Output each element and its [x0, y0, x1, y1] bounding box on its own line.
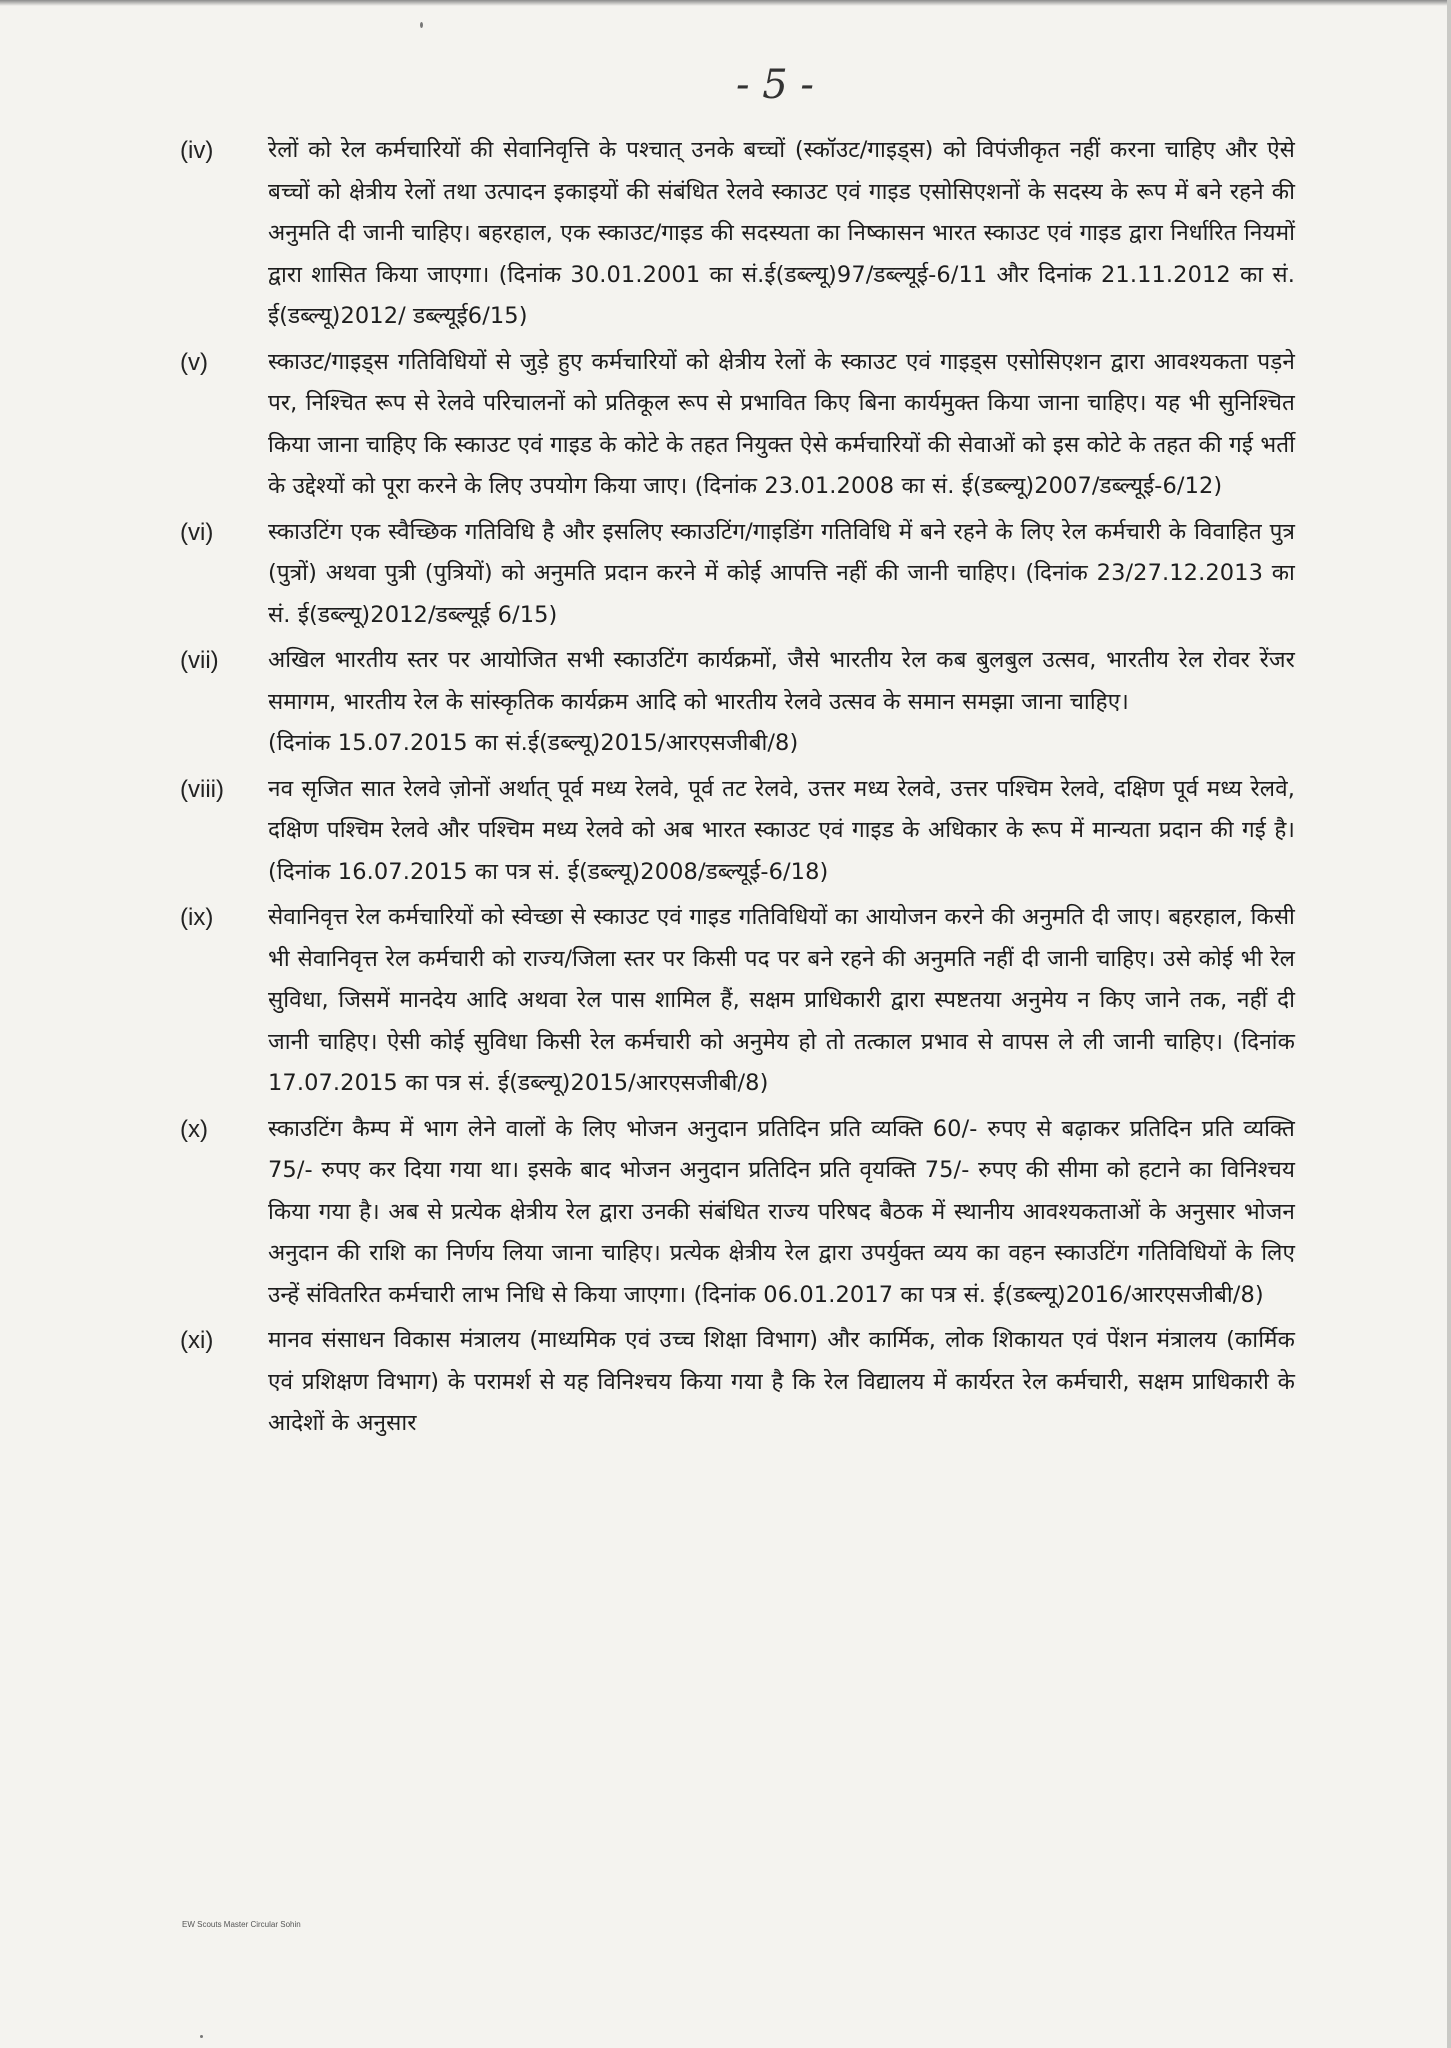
item-text — [268, 130, 1295, 338]
item-label: (vii) — [180, 647, 219, 674]
item-label: (x) — [180, 1115, 208, 1143]
scan-edge-top — [0, 0, 1451, 6]
item-reference: (दिनांक 15.07.2015 का सं.ई(डब्ल्यू)2015/आरएसजीबी/8) — [268, 730, 799, 756]
circular-item-vii — [180, 640, 1295, 765]
scan-speck — [200, 2035, 203, 2038]
item-paragraph: स्काउटिंग कैम्प में भाग लेने वालों के लिए भोजन अनुदान प्रतिदिन प्रति व्यक्ति 60/- रुपए से बढ़ाकर प्रतिदिन प्रति व्यक्ति 75/- रुपए कर दिया गया था। इसके बाद भोजन अनुदान प्रतिदिन प्रति वृयक्ति 75/- रुपए की सीमा को हटाने का विनिश्चय किया गया है। अब से प्रत्येक क्षेत्रीय रेल द्वारा उनकी संबंधित राज्य परिषद बैठक में स्थानीय आवश्यकताओं के अनुसार भोजन अनुदान की राशि का निर्णय लिया जाना चाहिए। प्रत्येक क्षेत्रीय रेल द्वारा उपर्युक्त व्यय का वहन स्काउटिंग गतिविधियों के लिए उन्हें संवितरित कर्मचारी लाभ निधि से किया जाएगा। (दिनांक 06.01.2017 का पत्र सं. ई(डब्ल्यू)2016/आरएसजीबी/8) — [268, 1115, 1295, 1308]
item-text — [268, 769, 1295, 894]
circular-item-vi — [180, 512, 1295, 637]
item-label: (iv) — [180, 137, 214, 164]
item-paragraph: सेवानिवृत्त रेल कर्मचारियों को स्वेच्छा से स्काउट एवं गाइड गतिविधियों का आयोजन करने की अनुमति दी जाए। बहरहाल, किसी भी सेवानिवृत्त रेल कर्मचारी को राज्य/जिला स्तर पर किसी पद पर बने रहने की अनुमति नहीं दी जानी चाहिए। उसे कोई भी रेल सुविधा, जिसमें मानदेय आदि अथवा रेल पास शामिल हैं, सक्षम प्राधिकारी द्वारा स्पष्टतया अनुमेय न किए जाने तक, नहीं दी जानी चाहिए। ऐसी कोई सुविधा किसी रेल कर्मचारी को अनुमेय हो तो तत्काल प्रभाव से वापस ले ली जानी चाहिए। (दिनांक 17.07.2015 का पत्र सं. ई(डब्ल्यू)2015/आरएसजीबी/8) — [268, 904, 1295, 1096]
item-label: (viii) — [180, 775, 224, 803]
circular-item-viii — [180, 769, 1295, 894]
item-paragraph: अखिल भारतीय स्तर पर आयोजित सभी स्काउटिंग कार्यक्रमों, जैसे भारतीय रेल कब बुलबुल उत्सव, भारतीय रेल रोवर रेंजर समागम, भारतीय रेल के सांस्कृतिक कार्यक्रम आदि को भारतीय रेलवे उत्सव के समान समझा जाना चाहिए। — [268, 647, 1295, 715]
item-paragraph: नव सृजित सात रेलवे ज़ोनों अर्थात् पूर्व मध्य रेलवे, पूर्व तट रेलवे, उत्तर मध्य रेलवे, उत्तर पश्चिम रेलवे, दक्षिण पूर्व मध्य रेलवे, दक्षिण पश्चिम रेलवे और पश्चिम मध्य रेलवे को अब भारत स्काउट एवं गाइड के अधिकार के रूप में मान्यता प्रदान की गई है। (दिनांक 16.07.2015 का पत्र सं. ई(डब्ल्यू)2008/डब्ल्यूई-6/18) — [268, 775, 1295, 885]
circular-item-ix — [180, 897, 1295, 1105]
item-label: (vi) — [180, 518, 214, 546]
circular-body — [180, 130, 1295, 1449]
item-text — [268, 512, 1295, 637]
item-text — [268, 342, 1295, 508]
item-paragraph: मानव संसाधन विकास मंत्रालय (माध्यमिक एवं उच्च शिक्षा विभाग) और कार्मिक, लोक शिकायत एवं पेंशन मंत्रालय (कार्मिक एवं प्रशिक्षण विभाग) के परामर्श से यह विनिश्चय किया गया है कि रेल विद्यालय में कार्यरत रेल कर्मचारी, सक्षम प्राधिकारी के आदेशों के अनुसार — [268, 1327, 1295, 1436]
circular-item-iv — [180, 130, 1295, 338]
item-text — [268, 640, 1295, 765]
item-label: (ix) — [180, 904, 214, 931]
scan-speck — [420, 22, 423, 28]
item-paragraph: स्काउटिंग एक स्वैच्छिक गतिविधि है और इसलिए स्काउटिंग/गाइडिंग गतिविधि में बने रहने के लिए रेल कर्मचारी के विवाहित पुत्र (पुत्रों) अथवा पुत्री (पुत्रियों) को अनुमति प्रदान करने में कोई आपत्ति नहीं की जानी चाहिए। (दिनांक 23/27.12.2013 का सं. ई(डब्ल्यू)2012/डब्ल्यूई 6/15) — [268, 518, 1295, 628]
circular-item-xi — [180, 1320, 1295, 1445]
item-paragraph: रेलों को रेल कर्मचारियों की सेवानिवृत्ति के पश्चात् उनके बच्चों (स्कॉउट/गाइड्स) को विपंजीकृत नहीं करना चाहिए और ऐसे बच्चों को क्षेत्रीय रेलों तथा उत्पादन इकाइयों की संबंधित रेलवे स्काउट एवं गाइड एसोसिएशनों के सदस्य के रूप में बने रहने की अनुमति दी जानी चाहिए। बहरहाल, एक स्काउट/गाइड की सदस्यता का निष्कासन भारत स्काउट एवं गाइड द्वारा निर्धारित नियमों द्वारा शासित किया जाएगा। (दिनांक 30.01.2001 का सं.ई(डब्ल्यू)97/डब्ल्यूई-6/11 और दिनांक 21.11.2012 का सं. ई(डब्ल्यू)2012/ डब्ल्यूई6/15) — [268, 137, 1295, 329]
item-text — [268, 1109, 1295, 1317]
circular-item-v — [180, 342, 1295, 508]
item-label: (v) — [180, 348, 208, 376]
scan-edge-right — [1447, 0, 1451, 2048]
circular-item-x — [180, 1109, 1295, 1317]
footer-file-note: EW Scouts Master Circular Sohin — [182, 1920, 301, 1929]
item-label: (xi) — [180, 1327, 214, 1354]
page-number: - 5 - — [736, 62, 814, 108]
item-text — [268, 1320, 1295, 1445]
item-paragraph: स्काउट/गाइड्स गतिविधियों से जुड़े हुए कर्मचारियों को क्षेत्रीय रेलों के स्काउट एवं गाइड्स एसोसिएशन द्वारा आवश्यकता पड़ने पर, निश्चित रूप से रेलवे परिचालनों को प्रतिकूल रूप से प्रभावित किए बिना कार्यमुक्त किया जाना चाहिए। यह भी सुनिश्चित किया जाना चाहिए कि स्काउट एवं गाइड के कोटे के तहत नियुक्त ऐसे कर्मचारियों की सेवाओं को इस कोटे के तहत की गई भर्ती के उद्देश्यों को पूरा करने के लिए उपयोग किया जाए। (दिनांक 23.01.2008 का सं. ई(डब्ल्यू)2007/डब्ल्यूई-6/12) — [268, 348, 1295, 499]
item-text — [268, 897, 1295, 1105]
